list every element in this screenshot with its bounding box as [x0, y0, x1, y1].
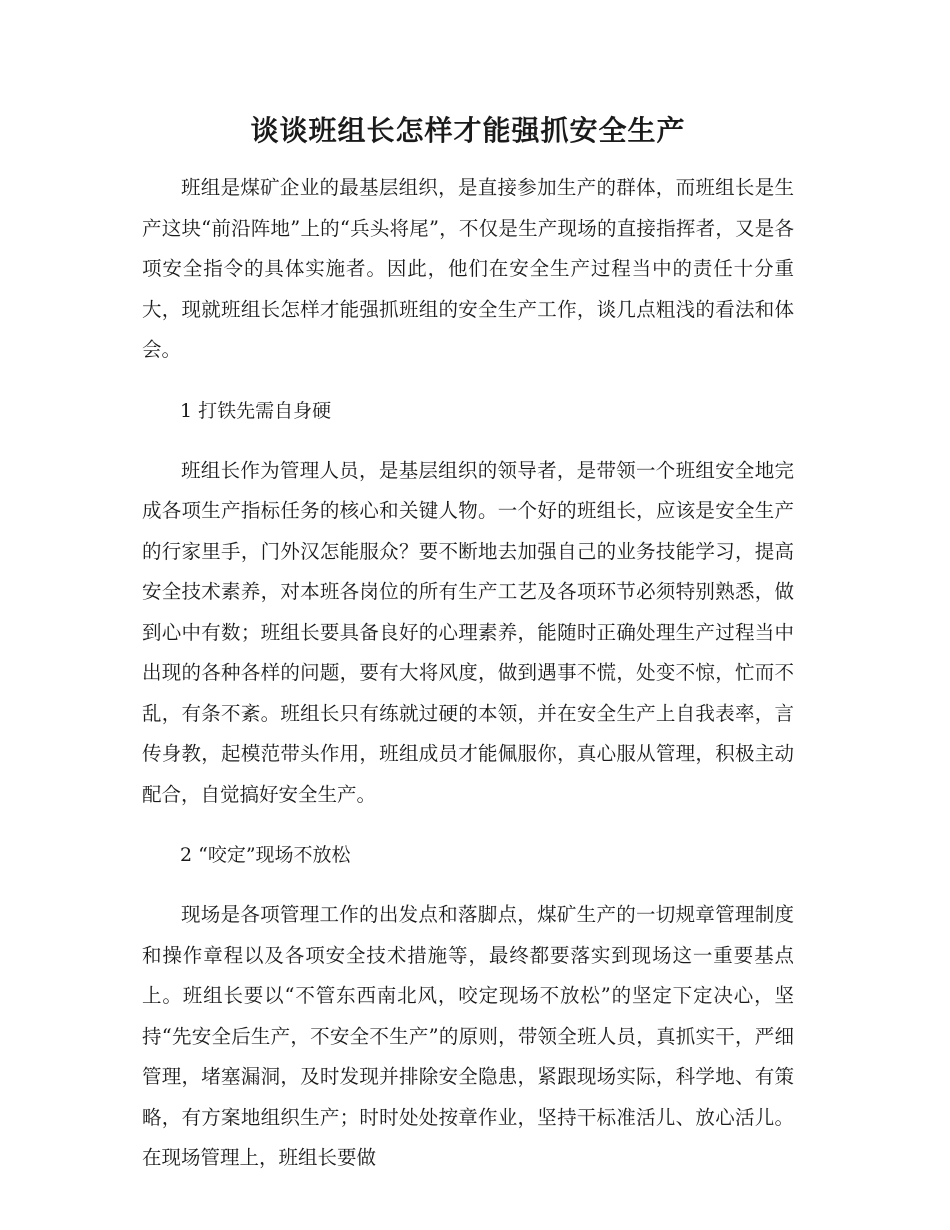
document-page — [142, 108, 794, 1199]
intro-paragraph: 班组是煤矿企业的最基层组织，是直接参加生产的群体，而班组长是生产这块“前沿阵地”上的“兵头将尾”，不仅是生产现场的直接指挥者，又是各项安全指令的具体实施者。因此，他们在安全生产过程当中的责任十分重大，现就班组长怎样才能强抓班组的安全生产工作，谈几点粗浅的看法和体会。 — [142, 176, 794, 361]
section-1-body: 班组长作为管理人员，是基层组织的领导者，是带领一个班组安全地完成各项生产指标任务的核心和关键人物。一个好的班组长，应该是安全生产的行家里手，门外汉怎能服众？要不断地去加强自己的业务技能学习，提高安全技术素养，对本班各岗位的所有生产工艺及各项环节必须特别熟悉，做到心中有数；班组长要具备良好的心理素养，能随时正确处理生产过程当中出现的各种各样的问题，要有大将风度，做到遇事不慌，处变不惊，忙而不乱，有条不紊。班组长只有练就过硬的本领，并在安全生产上自我表率，言传身教，起模范带头作用，班组成员才能佩服你，真心服从管理，积极主动配合，自觉搞好安全生产。 — [142, 458, 794, 806]
section-2-body: 现场是各项管理工作的出发点和落脚点，煤矿生产的一切规章管理制度和操作章程以及各项安全技术措施等，最终都要落实到现场这一重要基点上。班组长要以“不管东西南北风，咬定现场不放松”的坚定下定决心，坚持“先安全后生产，不安全不生产”的原则，带领全班人员，真抓实干，严细管理，堵塞漏洞，及时发现并排除安全隐患，紧跟现场实际，科学地、有策略，有方案地组织生产；时时处处按章作业，坚持干标准活儿、放心活儿。在现场管理上，班组长要做 — [142, 903, 794, 1169]
section-2-heading: 2 “咬定”现场不放松 — [180, 844, 351, 866]
document-title: 谈谈班组长怎样才能强抓安全生产 — [250, 114, 686, 147]
section-1-heading: 1 打铁先需自身硬 — [180, 399, 332, 422]
